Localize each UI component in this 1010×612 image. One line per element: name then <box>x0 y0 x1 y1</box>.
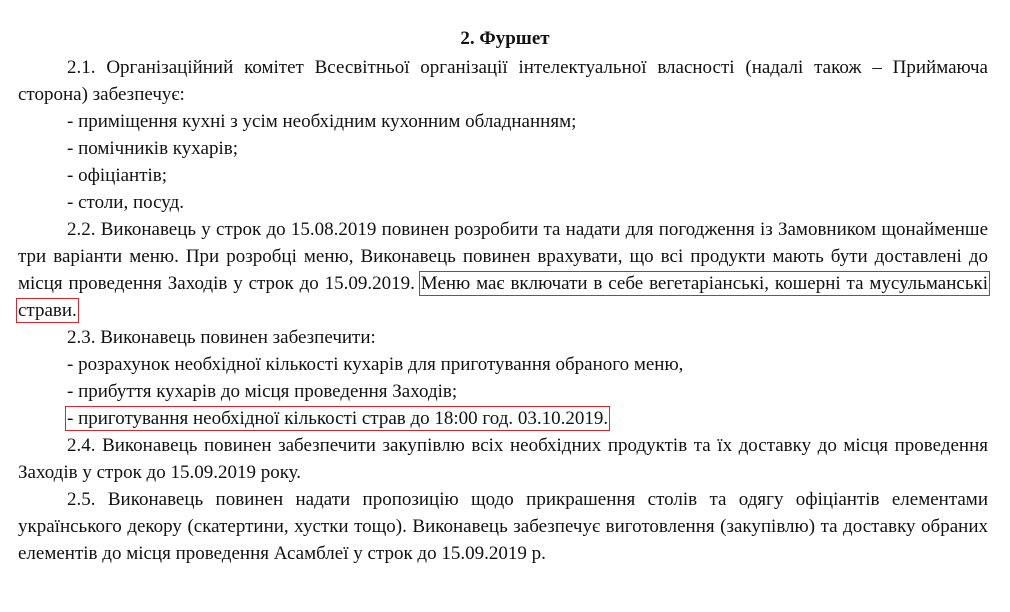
list-item: - помічників кухарів; <box>67 138 238 159</box>
list-item: - приміщення кухні з усім необхідним кухонним обладнанням; <box>67 111 577 132</box>
paragraph-2-5: 2.5. Виконавець повинен надати пропозицію щодо прикрашення столів та одягу офіціантів елементами українського декору (скатертини, хустки тощо). Виконавець забезпечує виготовлення (закупівлю) та доставку обраних елементів до місця проведення Асамблеї у строк до 15.09.2019 р. <box>18 489 988 564</box>
list-item-highlighted <box>18 405 988 432</box>
highlighted-menu-requirement: Меню має включати в себе вегетаріанські, кошерні та мусульманські страви. <box>18 273 988 321</box>
list-item: - прибуття кухарів до місця проведення Заходів; <box>67 381 458 402</box>
highlighted-cooking-deadline: - приготування необхідної кількості страв до 18:00 год. 03.10.2019. <box>67 408 609 429</box>
section-title: 2. Фуршет <box>460 28 550 49</box>
list-item: - столи, посуд. <box>67 192 185 213</box>
list-item: - офіціантів; <box>67 165 168 186</box>
paragraph-2-2-text: 2.2. Виконавець у строк до 15.08.2019 повинен розробити та надати для погодження із Замовником щонайменше три варіанти меню. При розробці меню, Виконавець повинен врахувати, що всі продукти мають бути доставлені до місця проведення Заходів у строк до 15.09.2019. <box>18 219 988 294</box>
paragraph-2-4: 2.4. Виконавець повинен забезпечити закупівлю всіх необхідних продуктів та їх доставку до місця проведення Заходів у строк до 15.09.2019 року. <box>18 435 988 483</box>
paragraph-2-2 <box>18 216 988 324</box>
paragraph-2-3: 2.3. Виконавець повинен забезпечити: <box>67 327 376 348</box>
list-item: - розрахунок необхідної кількості кухарів для приготування обраного меню, <box>67 354 684 375</box>
document-body <box>18 54 988 567</box>
paragraph-2-1: 2.1. Організаційний комітет Всесвітньої організації інтелектуальної власності (надалі також – Приймаюча сторона) забезпечує: <box>18 57 988 105</box>
